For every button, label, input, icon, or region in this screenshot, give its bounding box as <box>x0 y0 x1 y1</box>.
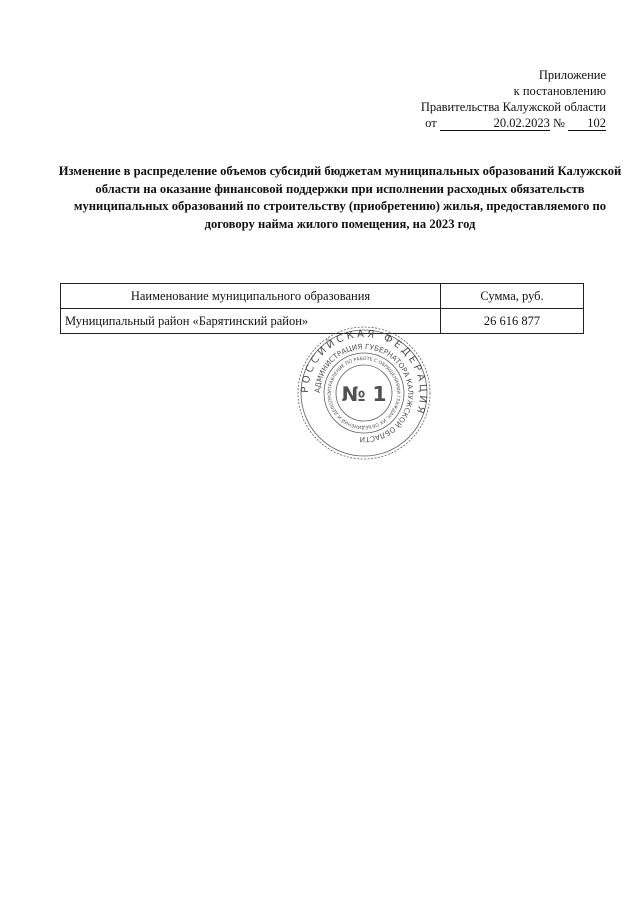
approval-date-line <box>421 115 606 131</box>
approval-line-3: Правительства Калужской области <box>420 100 606 114</box>
number-prefix: № <box>552 116 565 130</box>
approval-line-2: к постановлению <box>513 84 606 98</box>
document-title: Изменение в распределение объемов субсидий бюджетам муниципальных образований Калужской области на оказание финансовой поддержки при исполнении расходных обязательств муниципальных образований по строительству (приобретению) жилья, предоставляемого по договору найма жилого помещения, на 2023 год <box>58 164 622 231</box>
municipality-name: Муниципальный район «Барятинский район» <box>61 309 441 334</box>
stamp-outer-text: РОССИЙСКАЯ ФЕДЕРАЦИЯ <box>299 328 429 418</box>
decree-date: 20.02.2023 <box>440 117 550 131</box>
decree-number: 102 <box>568 117 606 131</box>
table-header-row <box>61 284 584 309</box>
stamp-ring-text: АДМИНИСТРАЦИЯ ГУБЕРНАТОРА КАЛУЖСКОЙ ОБЛАСТИ <box>312 341 416 445</box>
stamp-number: № 1 <box>341 382 387 406</box>
official-stamp <box>296 325 432 461</box>
amount: 26 616 877 <box>441 309 584 334</box>
approval-block <box>421 67 606 131</box>
approval-line-1: Приложение <box>538 68 606 82</box>
header-municipality: Наименование муниципального образования <box>61 284 441 309</box>
header-amount: Сумма, руб. <box>441 284 584 309</box>
stamp-inner-text: УПРАВЛЕНИЕ ПО РАБОТЕ С ОБРАЩЕНИЯМИ ГРАЖДАН, ИХ ОБЪЕДИНЕНИЙ И ДЕЛОПРО <box>327 356 401 430</box>
date-prefix: от <box>425 116 437 130</box>
